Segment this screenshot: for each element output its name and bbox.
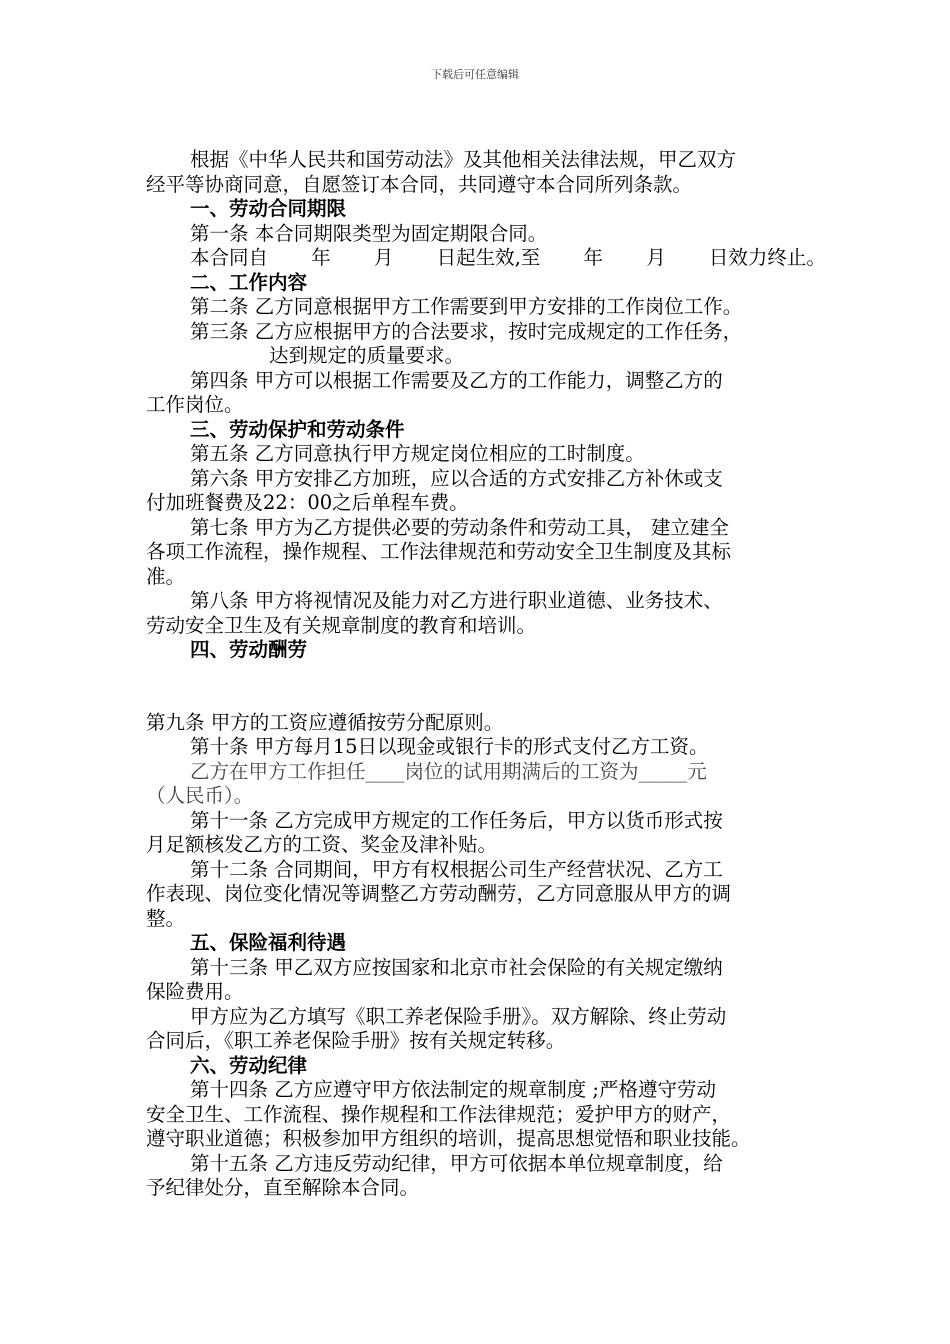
article-4: 第四条 甲方可以根据工作需要及乙方的工作能力，调整乙方的 <box>190 368 723 392</box>
probation-salary-clause-cont: （人民币）。 <box>146 784 254 807</box>
contract-body <box>146 148 826 1201</box>
article-9: 第九条 甲方的工资应遵循按劳分配原则。 <box>146 710 504 734</box>
article-7-cont: 各项工作流程，操作规程、工作法律规范和劳动安全卫生制度及其标 <box>146 540 732 563</box>
intro-paragraph: 根据《中华人民共和国劳动法》及其他相关法律法规，甲乙双方 <box>190 148 737 171</box>
article-3: 第三条 乙方应根据甲方的合法要求，按时完成规定的工作任务， <box>190 319 743 343</box>
article-15-cont: 予纪律处分，直至解除本合同。 <box>146 1176 420 1199</box>
article-2: 第二条 乙方同意根据甲方工作需要到甲方安排的工作岗位工作。 <box>190 295 743 318</box>
article-14-cont: 安全卫生、工作流程、操作规程和工作法律规范；爱护甲方的财产， <box>146 1102 732 1126</box>
period-part: 月 <box>373 246 394 269</box>
section-heading-1: 一、劳动合同期限 <box>190 197 347 220</box>
article-11-cont: 月足额核发乙方的工资、奖金及津补贴。 <box>146 833 498 856</box>
period-part: 年 <box>583 246 604 269</box>
section-heading-4: 四、劳动酬劳 <box>190 638 308 661</box>
period-part: 本合同自 <box>190 246 269 269</box>
watermark: 下载后可任意编辑 <box>431 68 519 81</box>
article-6: 第六条 甲方安排乙方加班，应以合适的方式安排乙方补休或支 <box>190 466 723 490</box>
article-7: 第七条 甲方为乙方提供必要的劳动条件和劳动工具， 建立建全 <box>190 515 729 539</box>
article-14-end: 遵守职业道德；积极参加甲方组织的培训，提高思想觉悟和职业技能。 <box>146 1127 751 1150</box>
period-part: 日效力终止。 <box>708 246 826 269</box>
article-11: 第十一条 乙方完成甲方规定的工作任务后，甲方以货币形式按 <box>190 808 723 832</box>
section-heading-3: 三、劳动保护和劳动条件 <box>190 417 405 441</box>
article-12: 第十二条 合同期间，甲方有权根据公司生产经营状况、乙方工 <box>190 857 723 881</box>
article-8: 第八条 甲方将视情况及能力对乙方进行职业道德、业务技术、 <box>190 589 723 612</box>
section-heading-5: 五、保险福利待遇 <box>190 931 347 954</box>
article-4-cont: 工作岗位。 <box>146 393 244 416</box>
period-part: 月 <box>646 246 666 269</box>
article-12-end: 整。 <box>146 906 186 930</box>
spacer <box>146 663 826 711</box>
article-13-cont: 保险费用。 <box>146 980 244 1003</box>
period-part: 年 <box>311 246 331 269</box>
section-heading-2: 二、工作内容 <box>190 270 308 294</box>
pension-clause: 甲方应为乙方填写《职工养老保险手册》。双方解除、终止劳动 <box>190 1004 727 1028</box>
article-15: 第十五条 乙方违反劳动纪律，甲方可依据本单位规章制度，给 <box>190 1151 723 1175</box>
article-14: 第十四条 乙方应遵守甲方依法制定的规章制度 ;严格遵守劳动 <box>190 1078 716 1101</box>
article-1: 第一条 本合同期限类型为固定期限合同。 <box>190 221 548 245</box>
article-3-cont: 达到规定的质量要求。 <box>269 344 465 367</box>
article-13: 第十三条 甲乙双方应按国家和北京市社会保险的有关规定缴纳 <box>190 955 723 979</box>
article-1-period <box>146 246 826 271</box>
probation-salary-clause: 乙方在甲方工作担任____岗位的试用期满后的工资为_____元 <box>190 759 707 783</box>
article-7-end: 准。 <box>146 564 186 588</box>
pension-clause-cont: 合同后，《职工养老保险手册》按有关规定转移。 <box>146 1029 566 1052</box>
article-5: 第五条 乙方同意执行甲方规定岗位相应的工时制度。 <box>190 442 645 465</box>
article-8-cont: 劳动安全卫生及有关规章制度的教育和培训。 <box>146 613 537 637</box>
article-10: 第十条 甲方每月15日以现金或银行卡的形式支付乙方工资。 <box>190 735 709 758</box>
article-6-cont: 付加班餐费及22：00之后单程车费。 <box>146 491 469 514</box>
period-part: 日起生效,至 <box>436 246 541 269</box>
article-12-cont: 作表现、岗位变化情况等调整乙方劳动酬劳，乙方同意服从甲方的调 <box>146 882 732 905</box>
intro-paragraph-cont: 经平等协商同意，自愿签订本合同，共同遵守本合同所列条款。 <box>146 172 693 196</box>
section-heading-6: 六、劳动纪律 <box>190 1053 308 1077</box>
